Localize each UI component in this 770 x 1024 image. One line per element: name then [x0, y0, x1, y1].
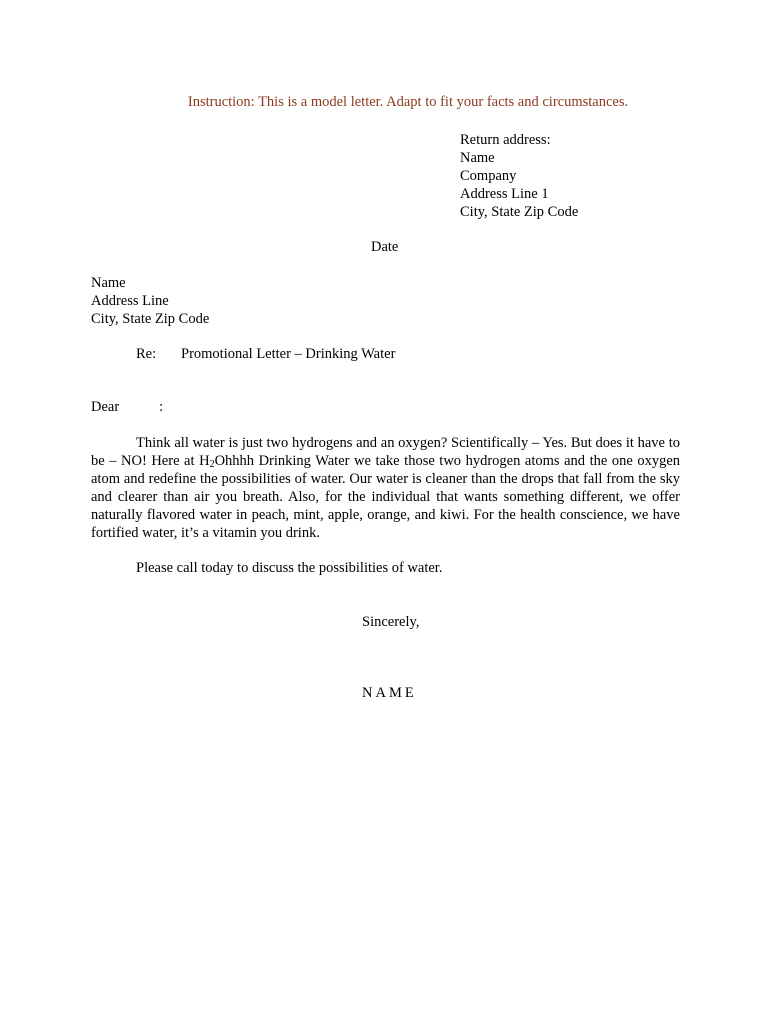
body-subscript-2: 2: [209, 459, 215, 470]
body-h: H: [199, 453, 210, 469]
closing-sincerely: Sincerely,: [362, 614, 420, 630]
return-address-line: Address Line 1: [460, 186, 549, 202]
salutation-greeting: Dear: [91, 399, 120, 415]
recipient-address-line: Address Line: [91, 293, 169, 309]
recipient-address-block: [91, 274, 209, 328]
subject-label: Re:: [136, 346, 157, 362]
letter-date: Date: [371, 239, 399, 255]
return-address-name: Name: [460, 150, 495, 166]
recipient-name: Name: [91, 275, 126, 291]
signature-name: NAME: [362, 685, 417, 701]
body-text-start: Think all water is just two hydrogens and an oxygen? Scientifically – Yes. But does it have to be – NO! Here at: [91, 435, 680, 469]
subject-line: [136, 346, 395, 363]
salutation-colon: :: [159, 399, 164, 415]
closing-paragraph: Please call today to discuss the possibilities of water.: [136, 560, 443, 576]
salutation: [91, 399, 163, 416]
body-text-rest: Ohhhh Drinking Water we take those two hydrogen atoms and the one oxygen atom and redefine the possibilities of water. Our water is cleaner than the drops that fall from the sky and clearer than air you breath. Also, for the individual that wants something different, we offer naturally flavored water in peach, mint, apple, orange, and kiwi. For the health conscience, we have fortified water, it’s a vitamin you drink.: [91, 453, 680, 541]
body-paragraph: [91, 434, 680, 542]
return-address-company: Company: [460, 168, 517, 184]
instruction-note: Instruction: This is a model letter. Adapt to fit your facts and circumstances.: [187, 94, 629, 110]
return-address-label: Return address:: [460, 132, 551, 148]
subject-text: Promotional Letter – Drinking Water: [181, 346, 396, 362]
return-address-city-state-zip: City, State Zip Code: [460, 204, 579, 220]
return-address-block: [460, 131, 578, 221]
recipient-city-state-zip: City, State Zip Code: [91, 311, 210, 327]
